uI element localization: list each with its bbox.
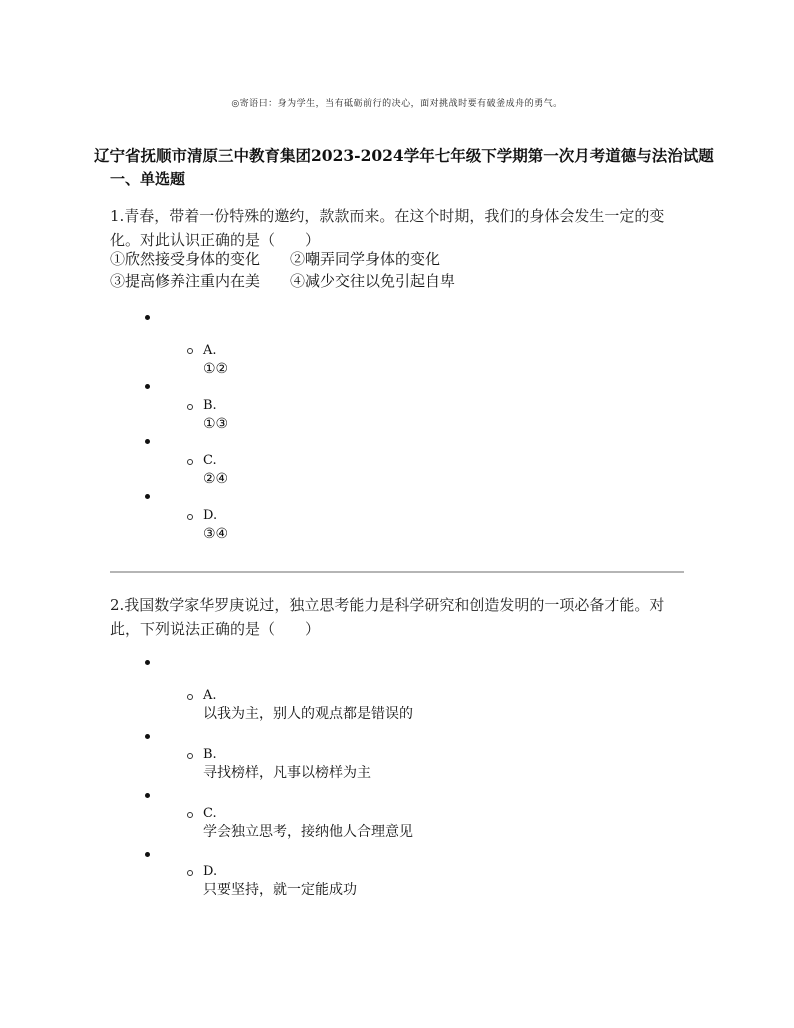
q1-option-b-text[interactable]: ①③ — [203, 416, 229, 432]
q2-option-c-text[interactable]: 学会独立思考，接纳他人合理意见 — [203, 824, 413, 840]
q2-option-d-letter: D. — [203, 864, 218, 879]
q1-option-a-letter: A. — [203, 343, 217, 358]
bullet-icon — [145, 793, 150, 798]
q1-option-c-text[interactable]: ②④ — [203, 471, 229, 487]
q2-option-a-letter: A. — [203, 688, 217, 703]
bullet-icon — [145, 439, 150, 444]
option-circle-icon — [187, 870, 193, 876]
question-2-stem: 2.我国数学家华罗庚说过，独立思考能力是科学研究和创造发明的一项必备才能。对此，下列说法正确的是（ ） — [110, 596, 665, 638]
q1-option-d-text[interactable]: ③④ — [203, 526, 229, 542]
option-circle-icon — [187, 514, 193, 520]
bullet-icon — [145, 384, 150, 389]
option-circle-icon — [187, 753, 193, 759]
q1-option-c-letter: C. — [203, 453, 217, 468]
option-circle-icon — [187, 404, 193, 410]
q1-option-d-letter: D. — [203, 508, 218, 523]
q2-option-b-letter: B. — [203, 747, 217, 762]
q1-option-b-letter: B. — [203, 398, 217, 413]
question-1-statements-2: ③提高修养注重内在美 ④减少交往以免引起自卑 — [110, 272, 456, 290]
question-1-statements-1: ①欣然接受身体的变化 ②嘲弄同学身体的变化 — [110, 250, 441, 268]
bullet-icon — [145, 660, 150, 665]
option-circle-icon — [187, 348, 193, 354]
option-circle-icon — [187, 459, 193, 465]
bullet-icon — [145, 734, 150, 739]
option-circle-icon — [187, 812, 193, 818]
bullet-icon — [145, 315, 150, 320]
bullet-icon — [145, 494, 150, 499]
q2-option-b-text[interactable]: 寻找榜样，凡事以榜样为主 — [203, 765, 371, 781]
q2-option-d-text[interactable]: 只要坚持，就一定能成功 — [203, 882, 357, 898]
bullet-icon — [145, 852, 150, 857]
question-1-stem: 1.青春，带着一份特殊的邀约，款款而来。在这个时期，我们的身体会发生一定的变化。对此认识正确的是（ ） — [110, 207, 665, 249]
q1-option-a-text[interactable]: ①② — [203, 361, 229, 377]
header-motto: ◎寄语曰：身为学生，当有砥砺前行的决心，面对挑战时要有破釜成舟的勇气。 — [231, 99, 563, 109]
document-title: 辽宁省抚顺市清原三中教育集团2023-2024学年七年级下学期第一次月考道德与法治试题 — [94, 146, 714, 165]
q2-option-c-letter: C. — [203, 806, 217, 821]
q2-option-a-text[interactable]: 以我为主，别人的观点都是错误的 — [203, 706, 413, 722]
option-circle-icon — [187, 694, 193, 700]
question-divider — [110, 571, 684, 573]
section-title: 一、单选题 — [110, 170, 186, 188]
